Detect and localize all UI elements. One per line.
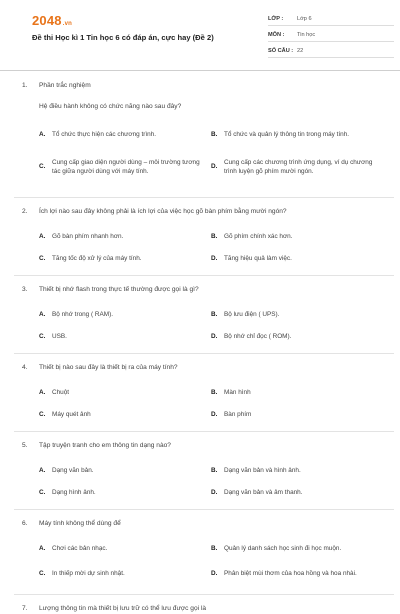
- option-letter: B.: [211, 232, 218, 240]
- question-number: 1.: [22, 82, 28, 89]
- question-text: Thiết bị nhớ flash trong thực tế thường được gọi là gì?: [39, 286, 199, 293]
- option-text: Tăng tốc độ xử lý của máy tính.: [52, 254, 142, 262]
- meta-value: Tin học: [297, 32, 316, 38]
- question-number: 2.: [22, 208, 28, 215]
- header: [14, 0, 386, 66]
- option-letter: D.: [211, 570, 218, 578]
- question-4: [22, 363, 386, 425]
- option-a[interactable]: [39, 130, 211, 140]
- question-divider: [14, 594, 394, 595]
- option-text: Bàn phím: [224, 410, 252, 418]
- option-b[interactable]: [211, 544, 381, 554]
- option-letter: A.: [39, 130, 46, 138]
- option-text: Dạng văn bản.: [52, 466, 94, 474]
- option-letter: B.: [211, 310, 218, 318]
- option-c[interactable]: [39, 569, 211, 579]
- question-7: [22, 604, 386, 614]
- option-c[interactable]: [39, 158, 211, 177]
- option-letter: D.: [211, 163, 218, 171]
- option-letter: B.: [211, 545, 218, 553]
- meta-row-class: [268, 13, 394, 26]
- option-letter: A.: [39, 310, 46, 318]
- option-a[interactable]: [39, 466, 211, 476]
- option-text: USB.: [52, 332, 67, 340]
- option-d[interactable]: [211, 569, 381, 579]
- option-letter: D.: [211, 488, 218, 496]
- option-b[interactable]: [211, 130, 381, 140]
- question-6: [22, 519, 386, 587]
- option-letter: C.: [39, 488, 46, 496]
- meta-value: 22: [297, 48, 304, 54]
- option-text: Tăng hiệu quả làm việc.: [224, 254, 292, 262]
- question-divider: [14, 353, 394, 354]
- option-d[interactable]: [211, 254, 381, 264]
- option-a[interactable]: [39, 232, 211, 242]
- question-divider: [14, 509, 394, 510]
- header-divider: [0, 70, 400, 71]
- meta-row-subject: [268, 29, 394, 42]
- question-text: Phần trắc nghiệm: [39, 82, 91, 89]
- question-divider: [14, 275, 394, 276]
- option-text: Phân biệt mùi thơm của hoa hồng và hoa nhài.: [224, 570, 357, 578]
- option-letter: C.: [39, 163, 46, 171]
- question-list: [22, 81, 386, 614]
- question-5: [22, 441, 386, 503]
- page-title: Đề thi Học kì 1 Tin học 6 có đáp án, cực hay (Đề 2): [32, 33, 214, 42]
- meta-label: SỐ CÂU :: [268, 48, 294, 54]
- option-text: Dạng văn bản và âm thanh.: [224, 488, 303, 496]
- option-a[interactable]: [39, 388, 211, 398]
- option-letter: B.: [211, 130, 218, 138]
- option-d[interactable]: [211, 158, 381, 177]
- option-text: Bộ nhớ trong ( RAM).: [52, 310, 114, 318]
- option-b[interactable]: [211, 466, 381, 476]
- option-d[interactable]: [211, 488, 381, 498]
- option-a[interactable]: [39, 310, 211, 320]
- meta-row-count: [268, 45, 394, 58]
- option-c[interactable]: [39, 254, 211, 264]
- question-text: Tập truyện tranh cho em thông tin dạng nào?: [39, 442, 171, 449]
- question-divider: [14, 431, 394, 432]
- option-letter: B.: [211, 466, 218, 474]
- meta-label: LỚP :: [268, 16, 284, 22]
- option-letter: B.: [211, 388, 218, 396]
- option-letter: A.: [39, 466, 46, 474]
- option-text: Dạng văn bản và hình ảnh.: [224, 466, 301, 474]
- option-text: Tổ chức thực hiện các chương trình.: [52, 130, 157, 138]
- option-b[interactable]: [211, 232, 381, 242]
- option-text: Máy quét ảnh: [52, 410, 91, 418]
- option-text: Gõ bàn phím nhanh hơn.: [52, 232, 124, 240]
- option-text: Chuột: [52, 388, 70, 396]
- option-letter: C.: [39, 332, 46, 340]
- option-d[interactable]: [211, 410, 381, 420]
- option-text: Màn hình: [224, 388, 251, 396]
- option-letter: A.: [39, 232, 46, 240]
- question-text: Lượng thông tin mà thiết bị lưu trữ có thể lưu được gọi là: [39, 605, 207, 612]
- question-number: 5.: [22, 442, 28, 449]
- option-letter: C.: [39, 254, 46, 262]
- question-1: [22, 81, 386, 189]
- option-b[interactable]: [211, 310, 381, 320]
- question-2: [22, 207, 386, 269]
- option-text: Dạng hình ảnh.: [52, 488, 96, 496]
- question-divider: [14, 197, 394, 198]
- question-subtext: Hệ điều hành không có chức năng nào sau đây?: [39, 103, 182, 110]
- meta-table: [268, 13, 394, 61]
- option-text: Chơi các bản nhạc.: [52, 545, 108, 553]
- option-text: Bộ nhớ chỉ đọc ( ROM).: [224, 332, 292, 340]
- option-letter: A.: [39, 545, 46, 553]
- question-text: Ích lợi nào sau đây không phải là ích lợi của việc học gõ bàn phím bằng mười ngón?: [39, 208, 287, 215]
- option-letter: A.: [39, 388, 46, 396]
- option-c[interactable]: [39, 488, 211, 498]
- option-c[interactable]: [39, 410, 211, 420]
- option-letter: D.: [211, 332, 218, 340]
- question-number: 7.: [22, 605, 28, 612]
- option-b[interactable]: [211, 388, 381, 398]
- question-text: Máy tính không thể dùng để: [39, 520, 121, 527]
- question-number: 4.: [22, 364, 28, 371]
- option-text: Gõ phím chính xác hơn.: [224, 232, 293, 240]
- option-a[interactable]: [39, 544, 211, 554]
- question-number: 6.: [22, 520, 28, 527]
- logo-suffix: .vn: [62, 21, 73, 27]
- meta-value: Lớp 6: [297, 16, 312, 22]
- question-text: Thiết bị nào sau đây là thiết bị ra của máy tính?: [39, 364, 178, 371]
- option-d[interactable]: [211, 332, 381, 342]
- option-letter: D.: [211, 254, 218, 262]
- option-text: Bộ lưu điện ( UPS).: [224, 310, 280, 318]
- option-text: Quản lý danh sách học sinh đi học muộn.: [224, 545, 342, 553]
- option-letter: C.: [39, 570, 46, 578]
- option-letter: C.: [39, 410, 46, 418]
- option-text: Cung cấp giao diện người dùng – môi trường tương tác giữa người dùng với máy tính.: [52, 158, 200, 175]
- logo-text: 2048: [32, 13, 62, 28]
- option-letter: D.: [211, 410, 218, 418]
- site-logo[interactable]: [32, 13, 72, 28]
- question-3: [22, 285, 386, 347]
- option-text: In thiếp mời dự sinh nhật.: [52, 570, 125, 578]
- option-c[interactable]: [39, 332, 211, 342]
- option-text: Cung cấp các chương trình ứng dụng, ví dụ chương trình luyện gõ phím mười ngón.: [224, 158, 373, 175]
- meta-label: MÔN :: [268, 32, 285, 38]
- option-text: Tổ chức và quản lý thông tin trong máy tính.: [224, 130, 350, 138]
- question-number: 3.: [22, 286, 28, 293]
